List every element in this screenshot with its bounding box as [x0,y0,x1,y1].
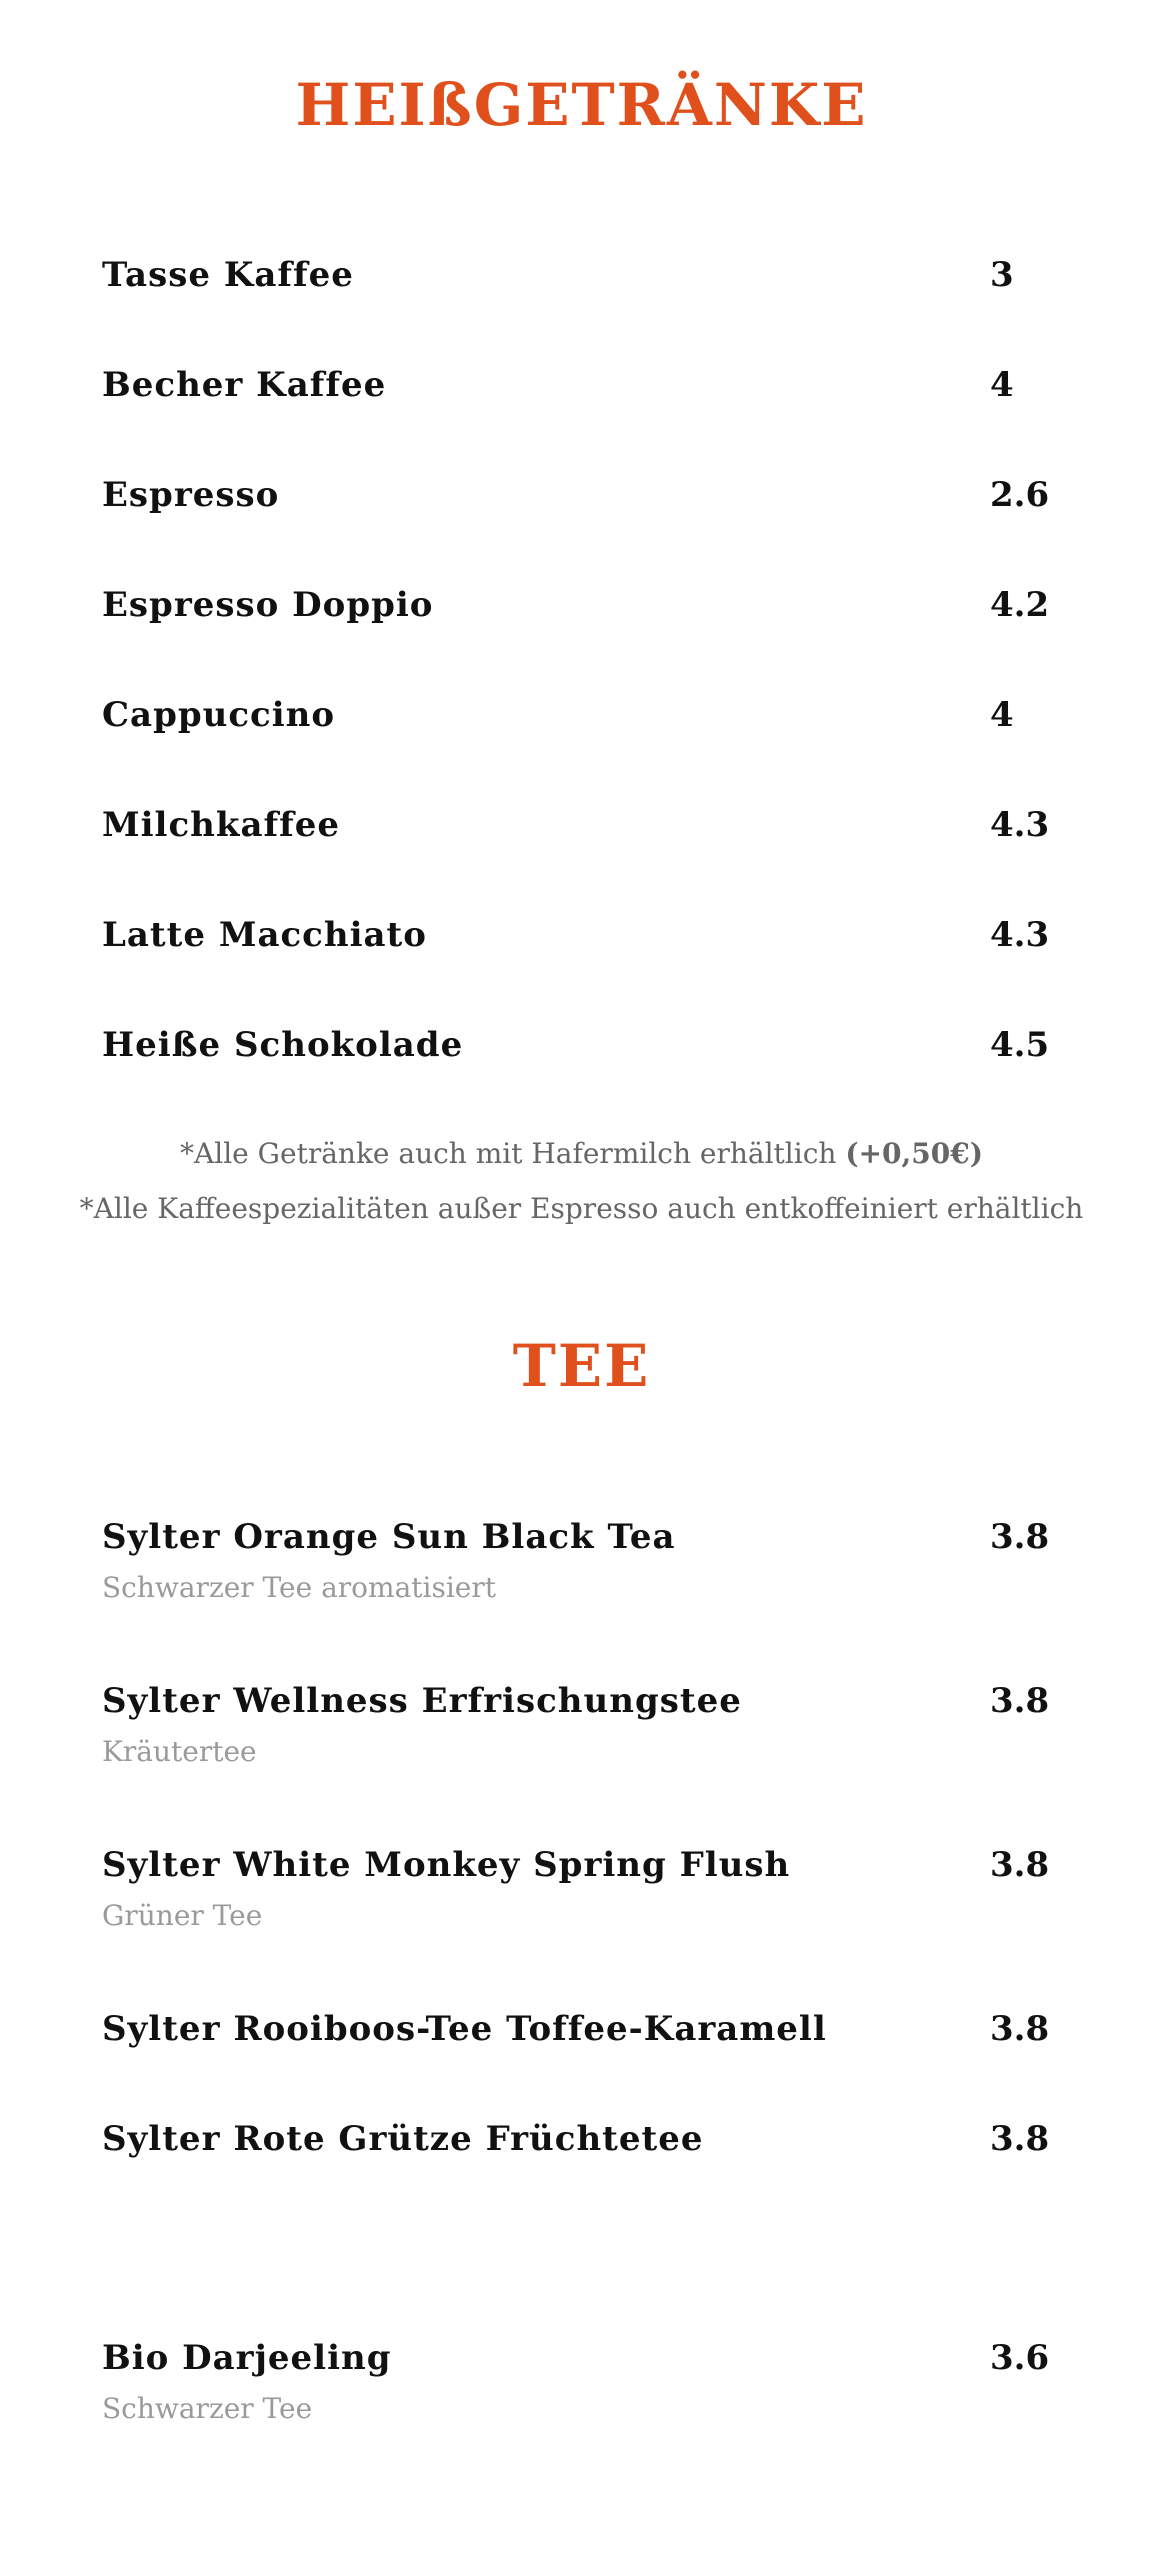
item-price: 3.8 [990,2009,1050,2049]
item-name: Sylter Wellness Erfrischungstee [102,1681,742,1721]
item-price: 4.3 [990,805,1050,845]
item-price: 3.6 [990,2338,1050,2378]
item-price: 4.2 [990,585,1050,625]
item-price: 4.5 [990,1025,1050,1065]
tea-title: TEE [512,1332,651,1400]
oat-milk-note [0,1137,1163,1170]
oat-milk-surcharge: (+0,50€) [845,1137,983,1170]
item-name: Bio Darjeeling [102,2338,392,2378]
item-price: 3.8 [990,1681,1050,1721]
item-name: Heiße Schokolade [102,1025,464,1065]
hot-drinks-title: HEIßGETRÄNKE [295,71,868,139]
oat-milk-note-text: *Alle Getränke auch mit Hafermilch erhältlich [180,1137,846,1170]
item-name: Sylter Rote Grütze Früchtetee [102,2119,704,2159]
item-name: Cappuccino [102,695,336,735]
item-name: Espresso [102,475,280,515]
item-name: Milchkaffee [102,805,340,845]
item-description: Schwarzer Tee [102,2392,313,2425]
item-name: Latte Macchiato [102,915,427,955]
item-name: Becher Kaffee [102,365,387,405]
item-price: 4 [990,695,1014,735]
item-name: Espresso Doppio [102,585,434,625]
item-name: Tasse Kaffee [102,255,354,295]
item-price: 4 [990,365,1014,405]
item-name: Sylter Rooiboos-Tee Toffee-Karamell [102,2009,827,2049]
item-name: Sylter Orange Sun Black Tea [102,1517,676,1557]
item-description: Schwarzer Tee aromatisiert [102,1571,497,1604]
item-price: 4.3 [990,915,1050,955]
item-price: 3.8 [990,1845,1050,1885]
item-price: 3.8 [990,1517,1050,1557]
item-description: Kräutertee [102,1735,257,1768]
item-price: 3.8 [990,2119,1050,2159]
item-name: Sylter White Monkey Spring Flush [102,1845,791,1885]
item-price: 3 [990,255,1014,295]
item-price: 2.6 [990,475,1050,515]
item-description: Grüner Tee [102,1899,263,1932]
decaf-note: *Alle Kaffeespezialitäten außer Espresso auch entkoffeiniert erhältlich [79,1192,1084,1225]
